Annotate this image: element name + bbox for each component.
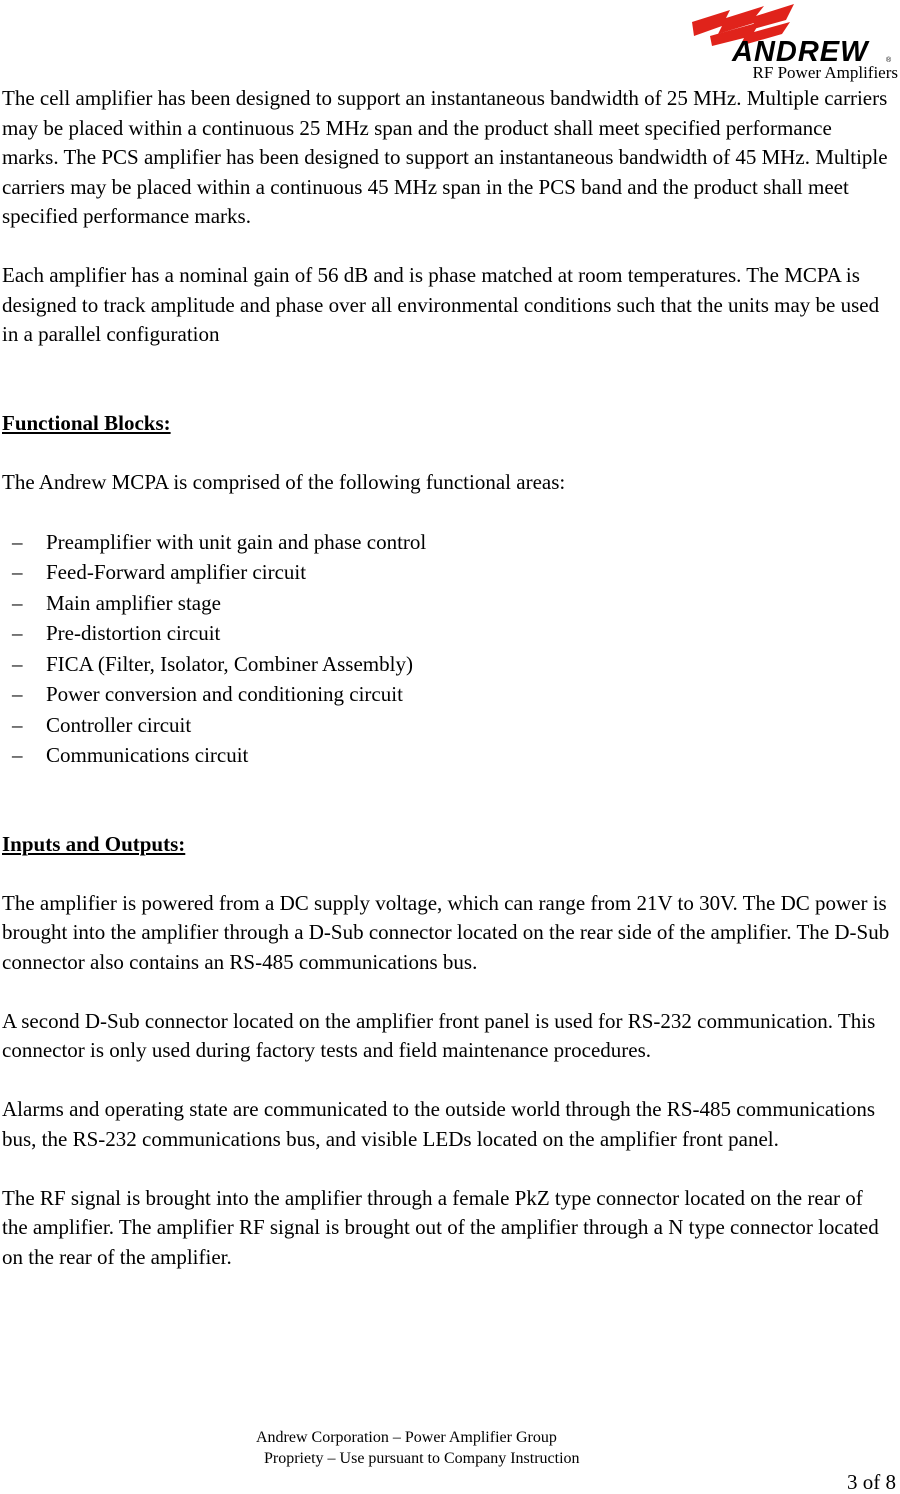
list-item: – Main amplifier stage	[2, 588, 892, 619]
dash-bullet: –	[12, 529, 23, 554]
inputs-outputs-heading: Inputs and Outputs:	[2, 831, 186, 856]
intro-paragraph-1: The cell amplifier has been designed to support an instantaneous bandwidth of 25 MHz. Multiple carriers may be placed within a continuous 25 MHz span and the product shall meet specified performance marks. The PCS amplifier has been designed to support an instantaneous bandwidth of 45 MHz. Multiple carriers may be placed within a continuous 45 MHz span in the PCS band and the product shall meet specified performance marks.	[2, 86, 888, 228]
header-subtitle: RF Power Amplifiers	[752, 63, 898, 82]
dash-bullet: –	[12, 590, 23, 615]
dash-bullet: –	[12, 743, 23, 767]
list-item: – Feed-Forward amplifier circuit	[2, 557, 892, 588]
inputs-outputs-paragraph-3: Alarms and operating state are communicated to the outside world through the RS-485 communications bus, the RS-232 communications bus, and visible LEDs located on the amplifier front panel.	[2, 1097, 876, 1151]
intro-paragraph-2: Each amplifier has a nominal gain of 56 dB and is phase matched at room temperatures. The MCPA is designed to track amplitude and phase over all environmental conditions such that the units may be used in a parallel configuration	[2, 263, 880, 346]
dash-bullet: –	[12, 560, 23, 584]
functional-blocks-list	[2, 527, 892, 771]
inputs-outputs-paragraph-1: The amplifier is powered from a DC supply voltage, which can range from 21V to 30V. The DC power is brought into the amplifier through a D-Sub connector located on the rear side of the amplifier. The D-Sub connector also contains an RS-485 communications bus.	[2, 890, 890, 974]
list-item: – Preamplifier with unit gain and phase control	[2, 527, 892, 558]
dash-bullet: –	[12, 621, 23, 645]
dash-bullet: –	[12, 682, 23, 706]
footer-propriety-line: Propriety – Use pursuant to Company Instruction	[264, 1450, 580, 1467]
logo-wordmark: ANDREW	[732, 36, 869, 66]
dash-bullet: –	[12, 651, 23, 676]
footer-company-line: Andrew Corporation – Power Amplifier Group	[256, 1429, 557, 1446]
inputs-outputs-paragraph-4: The RF signal is brought into the amplifier through a female PkZ type connector located on the rear of the amplifier. The amplifier RF signal is brought out of the amplifier through a N type connector located on the rear of the amplifier.	[2, 1185, 879, 1269]
inputs-outputs-paragraph-2: A second D-Sub connector located on the amplifier front panel is used for RS-232 communication. This connector is only used during factory tests and field maintenance procedures.	[2, 1008, 876, 1062]
list-item: – Communications circuit	[2, 740, 892, 771]
functional-blocks-intro: The Andrew MCPA is comprised of the following functional areas:	[2, 469, 566, 494]
registered-mark: ®	[886, 57, 892, 64]
page-number: 3 of 8	[847, 1470, 896, 1494]
dash-bullet: –	[12, 712, 23, 737]
functional-blocks-heading: Functional Blocks:	[2, 410, 171, 435]
andrew-logo	[690, 2, 896, 66]
list-item: – Power conversion and conditioning circuit	[2, 679, 892, 710]
list-item: – Pre-distortion circuit	[2, 618, 892, 649]
list-item: – FICA (Filter, Isolator, Combiner Assembly)	[2, 649, 892, 680]
list-item: – Controller circuit	[2, 710, 892, 741]
document-body	[2, 84, 892, 1302]
